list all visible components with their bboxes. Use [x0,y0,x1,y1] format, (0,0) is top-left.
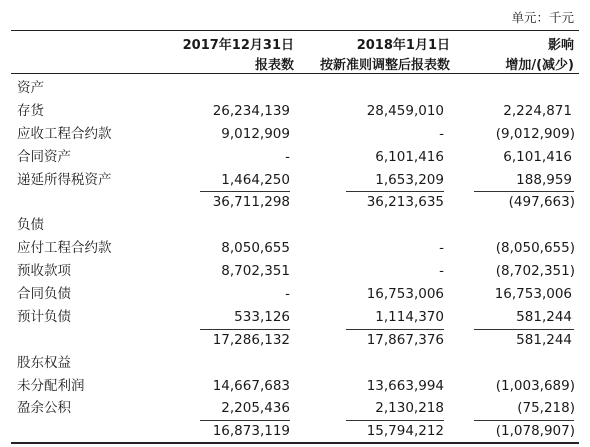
cell-2018: 1,114,370 [375,308,444,325]
table-row [0,352,590,375]
table-row [0,375,590,398]
row-label: 应收工程合约款 [17,125,112,142]
subtotal-impact: 581,244 [516,331,572,348]
unit-label: 单元：千元 [511,10,574,25]
subtotal-2018: 36,213,635 [366,194,444,211]
table-row [0,123,590,146]
row-label: 未分配利润 [17,377,85,394]
table-row [0,77,590,100]
subtotal-impact: (497,663) [508,194,575,211]
cell-2018: 28,459,010 [366,102,444,119]
table-row-subtotal [0,329,590,352]
row-label: 合同负债 [17,286,71,303]
row-label: 负债 [17,217,44,234]
cell-2018: - [439,263,444,280]
row-label: 股东权益 [17,354,71,371]
table-row [0,237,590,260]
subtotal-2017: 16,873,119 [212,423,290,440]
table-row [0,306,590,329]
cell-impact: 2,224,871 [503,102,572,119]
row-label: 资产 [17,80,44,96]
cell-2017: - [285,286,290,303]
row-label: 预收款项 [17,263,71,280]
cell-impact: 188,959 [516,171,572,188]
header-rule [11,73,579,74]
col2-header-date: 2018年1月1日 [356,38,450,53]
col1-header-title: 报表数 [254,58,294,73]
cell-impact: (9,012,909) [495,125,575,142]
cell-2017: 8,702,351 [221,263,290,280]
subtotal-2018: 17,867,376 [366,331,444,348]
table-row [0,260,590,283]
row-label: 存货 [17,102,44,119]
cell-2018: - [439,240,444,257]
row-label: 盈余公积 [17,400,71,417]
cell-2018: 6,101,416 [375,148,444,165]
table-row [0,100,590,123]
subtotal-2017: 17,286,132 [212,331,290,348]
row-label: 合同资产 [17,148,71,165]
table-row-subtotal [0,191,590,214]
table-row-subtotal [0,420,590,443]
cell-impact: 16,753,006 [494,286,572,303]
col3-header-change: 增加/(减少) [505,58,574,73]
cell-2018: 1,653,209 [375,171,444,188]
reconciliation-table [0,77,590,443]
cell-2018: 16,753,006 [366,286,444,303]
cell-impact: 581,244 [516,308,572,325]
cell-2017: - [285,148,290,165]
subtotal-impact: (1,078,907) [495,423,575,440]
table-row [0,169,590,192]
cell-2017: 9,012,909 [221,125,290,142]
cell-2017: 8,050,655 [221,240,290,257]
cell-impact: (1,003,689) [495,377,575,394]
cell-2018: 13,663,994 [366,377,444,394]
cell-2018: - [439,125,444,142]
col1-header-date: 2017年12月31日 [182,38,294,53]
cell-2017: 14,667,683 [212,377,290,394]
subtotal-2018: 15,794,212 [366,423,444,440]
bottom-rule [11,442,579,444]
cell-2018: 2,130,218 [375,400,444,417]
cell-2017: 2,205,436 [221,400,290,417]
cell-impact: (8,702,351) [495,263,575,280]
top-rule [11,30,579,31]
table-row [0,283,590,306]
table-row [0,397,590,420]
cell-impact: (75,218) [517,400,575,417]
subtotal-2017: 36,711,298 [212,194,290,211]
row-label: 应付工程合约款 [17,240,112,257]
table-row [0,146,590,169]
cell-2017: 533,126 [234,308,290,325]
table-row [0,214,590,237]
col3-header-impact: 影响 [547,38,574,53]
row-label: 预计负债 [17,308,71,325]
cell-impact: (8,050,655) [495,240,575,257]
cell-2017: 26,234,139 [212,102,290,119]
cell-impact: 6,101,416 [503,148,572,165]
col2-header-title: 按新准则调整后报表数 [319,58,450,73]
cell-2017: 1,464,250 [221,171,290,188]
row-label: 递延所得税资产 [17,171,112,188]
